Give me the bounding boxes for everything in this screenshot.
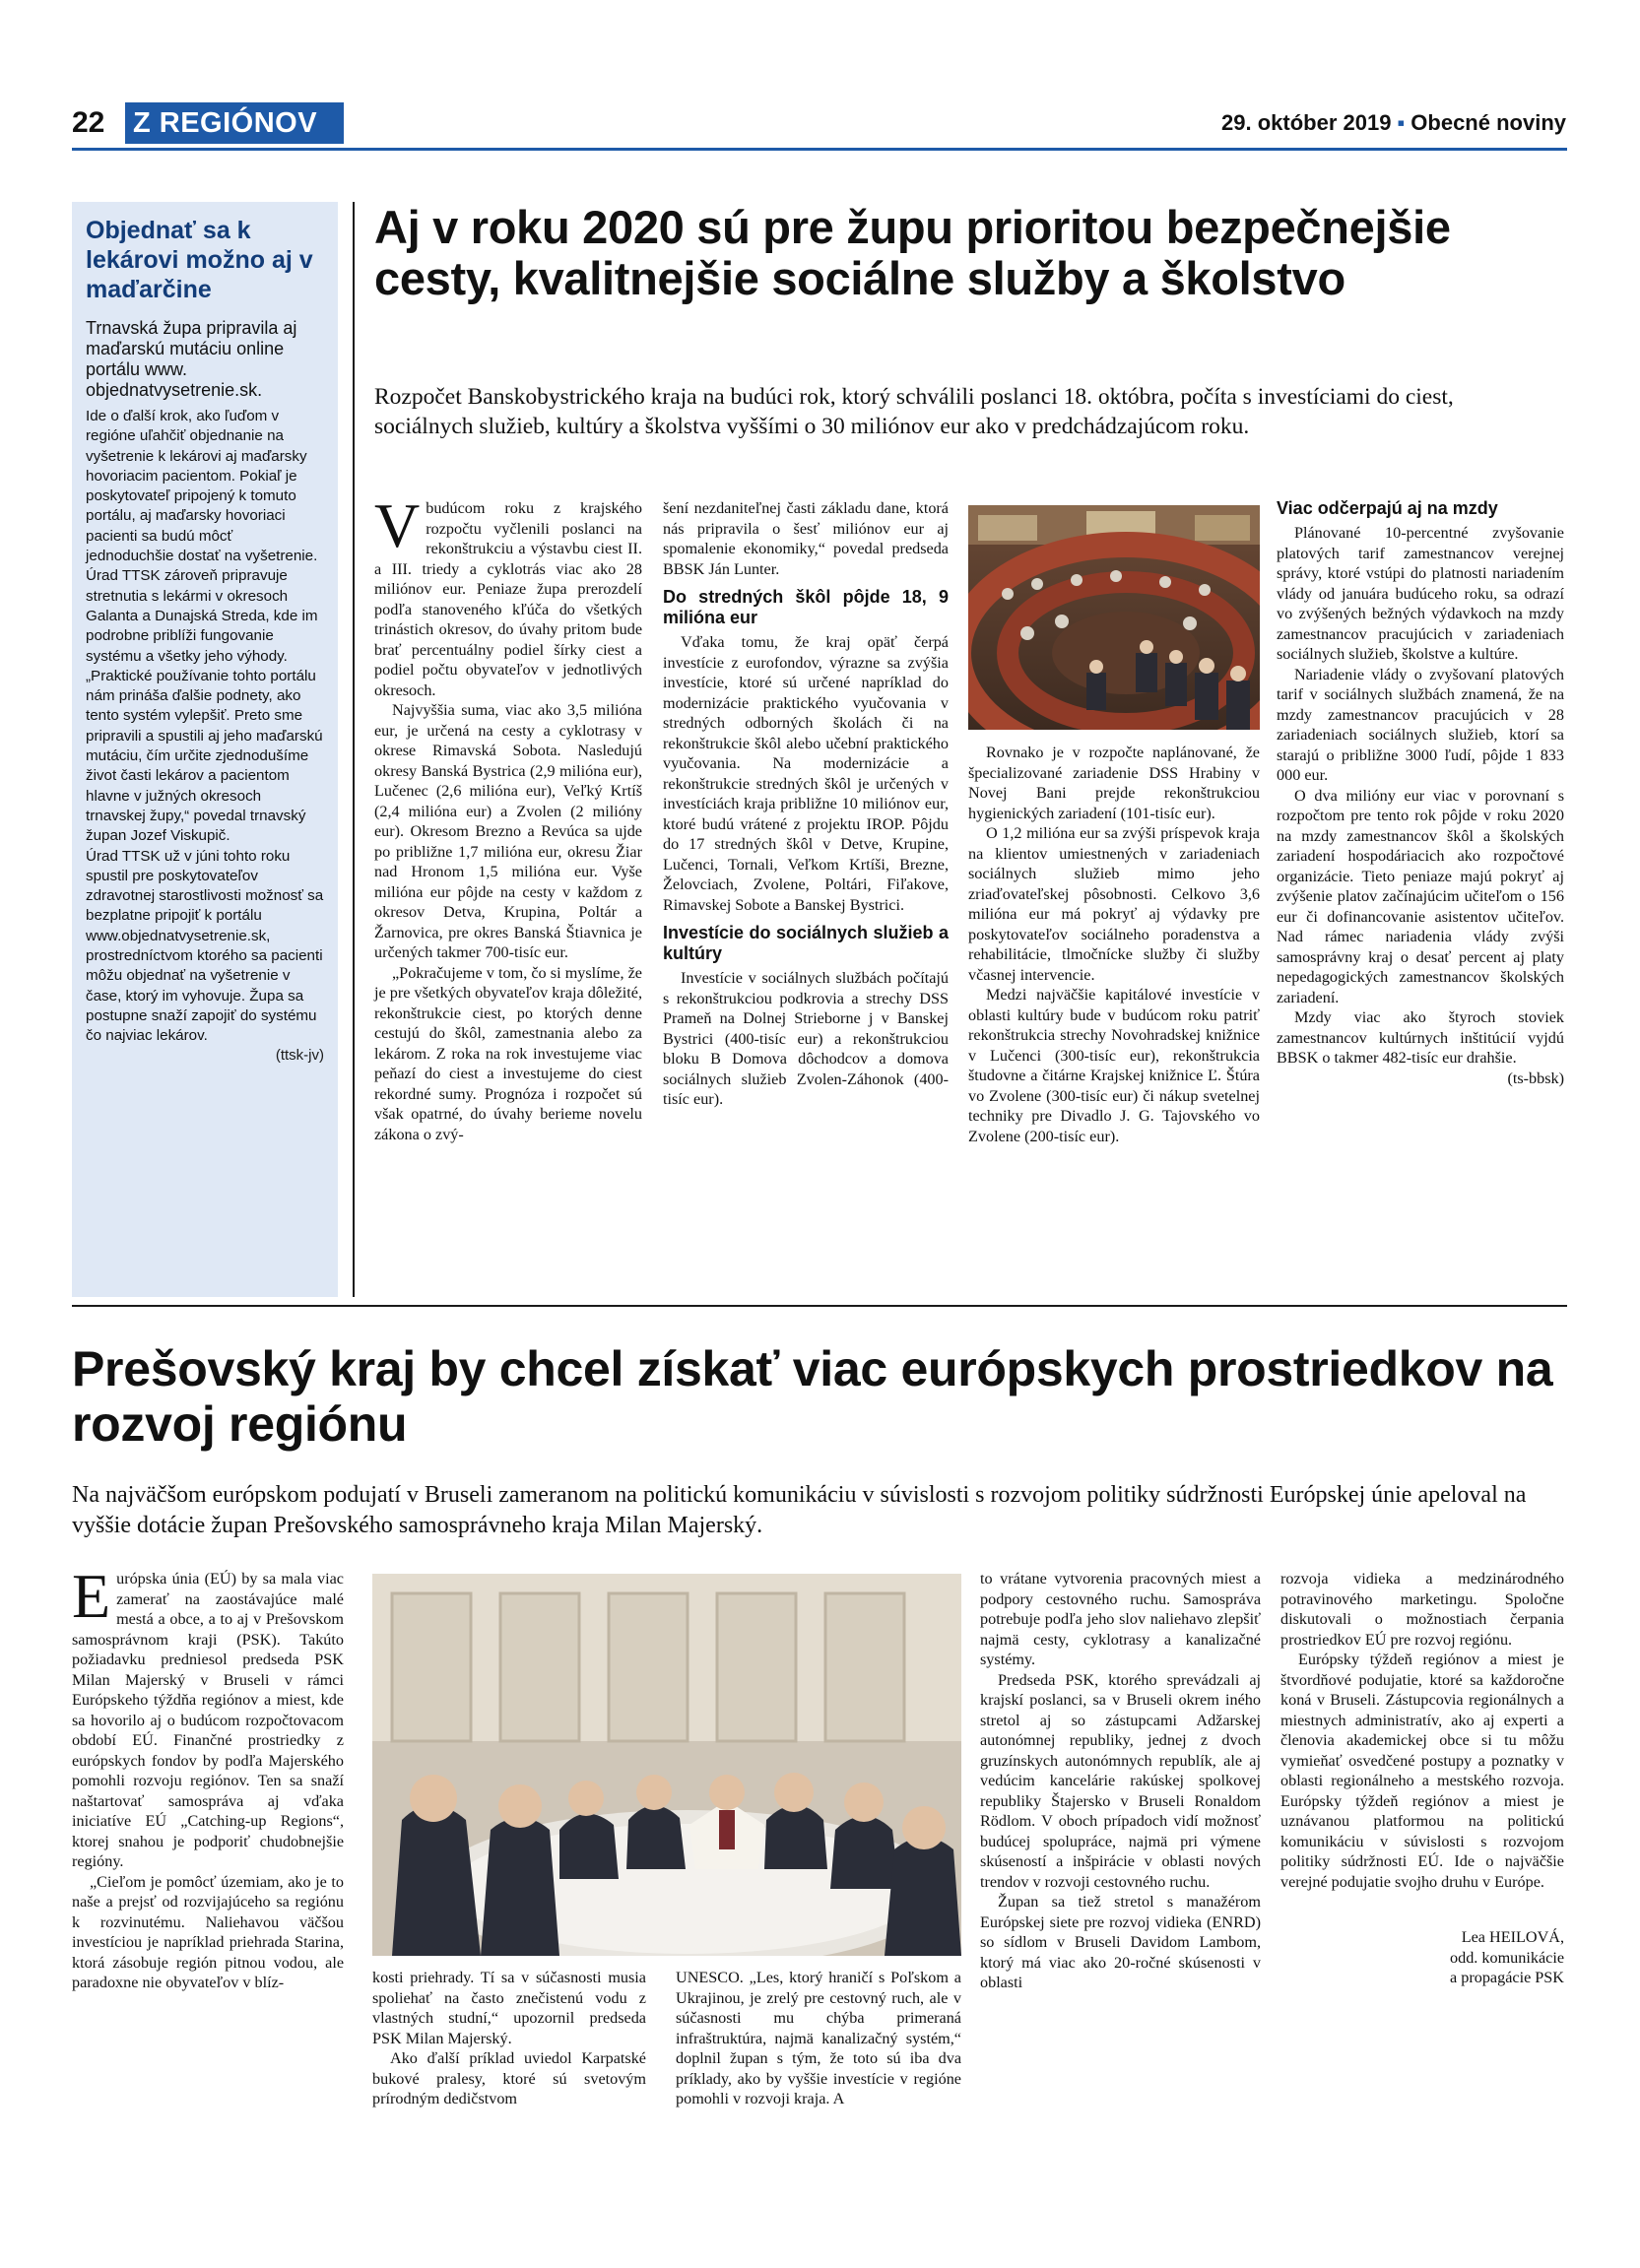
publication-name: Obecné noviny	[1410, 110, 1566, 135]
separator-dot: ▪	[1397, 110, 1406, 135]
author-name: Lea HEILOVÁ,	[1461, 1928, 1564, 1946]
article1-paragraph: O 1,2 milióna eur sa zvýši príspevok kraja na klientov umiestnených v zariadeniach sociálnych služieb mimo jeho zriaďovateľskej pôsobnosti. Celkovo 3,6 milióna eur má pokryť aj výdavky pre poskytovateľov sociálneho poradenstva a rehabilitácie, tlmočnícke služby či služby včasnej intervencie.	[968, 824, 1260, 984]
article2-column-5	[1280, 1569, 1564, 1988]
meeting-illustration	[372, 1574, 961, 1956]
article1-column-4	[1277, 498, 1564, 1088]
article2-paragraph: „Cieľom je pomôcť územiam, ako je to naše a prejsť od rozvijajúceho sa regiónu k rozvinutému. Naliehavou väčšou investíciou je napríklad priehrada Starina, ktorá zásobuje región pitnou vodou, ale paradoxne nie obyvateľov v blíz-	[72, 1872, 344, 1991]
article1-paragraph: Nariadenie vlády o zvyšovaní platových tarif v sociálnych službách znamená, že na mzdy zamestnancov pracujúcich v 28 zariadeniach sociálnych služieb, ktorí sa starajú o približne 3000 ľudí, pôjde 1 833 000 eur.	[1277, 665, 1564, 784]
article2-column-3	[676, 1968, 961, 2109]
column-divider	[353, 202, 355, 1297]
sidebar-title: Objednať sa k lekárovi možno aj v maďarčine	[86, 217, 313, 303]
sidebar-paragraph: Úrad TTSK už v júni tohto roku spustil pre poskytovateľov zdravotnej starostlivosti možnosť sa bezplatne pripojiť k portálu www.objednatvysetrenie.sk, prostredníctvom ktorého sa pacienti môžu objednať na vyšetrenie v čase, ktorý im vyhovuje. Župa sa postupne snaží zapojiť do systému čo najviac lekárov.	[86, 847, 324, 1045]
author-role: a propagácie PSK	[1450, 1969, 1564, 1986]
section-label: Z REGIÓNOV	[125, 102, 344, 144]
subheading: Do stredných škôl pôjde 18, 9 milióna eur	[663, 587, 949, 627]
article1-headline: Aj v roku 2020 sú pre župu prioritou bezpečnejšie cesty, kvalitnejšie sociálne služby a školstvo	[374, 201, 1451, 304]
subheading: Investície do sociálnych služieb a kultúry	[663, 923, 949, 963]
article1-paragraph: Investície v sociálnych službách počítajú s rekonštrukciou podkrovia a strechy DSS Prameň na Dolnej Strieborne j v Banskej Bystrici (400-tisíc eur) a rekonštrukciou bloku B Domova dôchodcov a domova sociálnych služieb Zvolen-Záhonok (400-tisíc eur).	[663, 969, 949, 1108]
article2-column-1	[72, 1561, 344, 1993]
top-rule	[72, 148, 1567, 151]
article2-paragraph: rozvoja vidieka a medzinárodného potravinového marketingu. Spoločne diskutovali o možnostiach čerpania prostriedkov EÚ pre rozvoj regiónu.	[1280, 1570, 1564, 1649]
sidebar-signature: (ttsk-jv)	[275, 1046, 324, 1064]
article2-signature	[1280, 1927, 1564, 1988]
article1-column-1	[374, 490, 642, 1144]
article2-lead: Na najväčšom európskom podujatí v Bruseli zameranom na politickú komunikáciu v súvislosti s rozvojom politiky súdržnosti Európskej únie apeloval na vyššie dotácie župan Prešovského samosprávneho kraja Milan Majerský.	[72, 1482, 1527, 1538]
article-divider	[72, 1305, 1567, 1307]
article1-column-3	[968, 743, 1260, 1146]
article1-lead: Rozpočet Banskobystrického kraja na budúci rok, ktorý schválili poslanci 18. októbra, počíta s investíciami do ciest, sociálnych služieb, kultúry a školstva vyššími o 30 miliónov eur ako v predchádzajúcom roku.	[374, 384, 1454, 439]
article1-paragraph: „Pokračujeme v tom, čo si myslíme, že je pre všetkých obyvateľov kraja dôležité, rekonštrukcie ciest, po ktorých denne cestujú do škôl, zamestnania alebo za lekárom. Z roka na rok investujeme viac peňazí do ciest a investujeme do ciest rekordné sumy. Prognóza i rozpočet sú však opatrné, do úvahy berieme novelu zákona o zvý-	[374, 963, 642, 1143]
article2-paragraph: to vrátane vytvorenia pracovných miest a podpory cestovného ruchu. Samospráva potrebuje podľa jeho slov naliehavo zlepšiť najmä cesty, cyklotrasy a kanalizačné systémy.	[980, 1570, 1261, 1668]
author-role: odd. komunikácie	[1450, 1948, 1564, 1967]
masthead-info	[1221, 110, 1566, 136]
drop-cap: E	[72, 1561, 111, 1631]
meeting-photo	[372, 1574, 961, 1956]
sidebar-box	[72, 202, 338, 1297]
article1-paragraph: Vďaka tomu, že kraj opäť čerpá investície z eurofondov, výrazne sa zvýšia investície, ktoré sú určené napríklad do modernizácie praktického vyučovania v stredných odborných školách či na rekonštrukcie škôl alebo učební praktického vyučovania. Na modernizácie a rekonštrukcie stredných škôl je určených v investíciách kraja približne 10 miliónov eur, ktoré budú vrátené z projektu IROP. Pôjdu do 17 stredných škôl v Detve, Krupine, Lučenci, Tornali, Veľkom Krtíši, Brezne, Želovciach, Zvolene, Poltári, Fiľakove, Rimavskej Sobote a Banskej Bystrici.	[663, 633, 949, 914]
article2-paragraph: UNESCO. „Les, ktorý hraničí s Poľskom a Ukrajinou, je zrelý pre cestovný ruch, ale v súčasnosti mu chýba primeraná infraštruktúra, najmä kanalizačný systém,“ doplnil župan s tým, že toto sú iba dva príklady, ako by vyššie investície v regióne pomohli v rozvoji kraja. A	[676, 1969, 961, 2107]
sidebar-paragraph: Ide o ďalší krok, ako ľuďom v regióne uľahčiť objednanie na vyšetrenie k lekárovi aj maďarsky hovoriacim pacientom. Pokiaľ je poskytovateľ pripojený k tomuto portálu, aj maďarsky hovoriaci pacienti sa budú môcť jednoduchšie dostať na vyšetrenie. Úrad TTSK zároveň pripravuje stretnutia s lekármi v okresoch Galanta a Dunajská Streda, kde im podrobne priblíži fungovanie systému a všetky jeho výhody.	[86, 408, 318, 665]
drop-cap: V	[374, 490, 421, 560]
assembly-photo	[968, 505, 1260, 730]
issue-date: 29. október 2019	[1221, 110, 1392, 135]
article1-paragraph: Mzdy viac ako štyroch stoviek zamestnancov kultúrnych inštitúcií vyjdú BBSK o takmer 482-tisíc eur drahšie.	[1277, 1008, 1564, 1067]
article1-paragraph: Najvyššia suma, viac ako 3,5 milióna eur, je určená na cesty a cyklotrasy v okrese Rimavská Sobota. Nasledujú okresy Banská Bystrica (2,9 milióna eur), Lučenec (2,6 milióna eur), Veľký Krtíš (2,4 milióna eur) a Zvolen (2 milióny eur). Okresom Brezno a Revúca sa ujde po približne 1,7 milióna eur, okresu Žiar nad Hronom 1,5 milióna eur. Vyše milióna eur pôjde na cesty v každom z okresov Detva, Krupina, Poltár a Žarnovica, pre okres Banská Štiavnica je určených takmer 700-tisíc eur.	[374, 701, 642, 961]
article2-paragraph: Európska únia (EÚ) by sa mala viac zamerať na zaostávajúce malé mestá a obce, a to aj v Prešovskom samosprávnom kraji (PSK). Takúto požiadavku predniesol predseda PSK Milan Majerský v Bruseli v rámci Európskeho týždňa regiónov a miest, kde sa hovorilo aj o budúcom rozpočtovacom období EÚ. Finančné prostriedky z európskych fondov by podľa Majerského pomohli rozvoju regiónov. Ten sa snaží naštartovať samospráva aj vďaka iniciatíve EÚ „Catching-up Regions“, ktorej snahou je podporiť chudobnejšie regióny.	[72, 1561, 344, 1870]
article1-paragraph: šení nezdaniteľnej časti základu dane, ktorá nás pripravila o šesť miliónov eur aj spomalenie ekonomiky,“ povedal predseda BBSK Ján Lunter.	[663, 499, 949, 578]
subheading: Viac odčerpajú aj na mzdy	[1277, 498, 1498, 518]
article2-column-4	[980, 1569, 1261, 1993]
sidebar-paragraph: „Praktické používanie tohto portálu nám prináša ďalšie podnety, ako tento systém vylepšiť. Preto sme pripravili a spustili aj jeho maďarskú mutáciu, čím určite zjednodušíme život časti lekárov a pacientom hlavne v južných okresoch trnavskej župy,“ povedal trnavský župan Jozef Viskupič.	[86, 667, 323, 845]
article2-paragraph: Predseda PSK, ktorého sprevádzali aj krajskí poslanci, sa v Bruseli okrem iného stretol aj so zástupcami Adžarskej autonómnej republiky, jednej z dvoch gruzínskych autonómnych republík, ale aj vedúcim kancelárie rakúskej spolkovej republiky Štajersko v Bruseli Ronaldom Rödlom. V oboch prípadoch vidí možnosť budúcej spolupráce, najmä pri výmene skúseností a inšpirácie v oblasti nových trendov v rozvoji cestovného ruchu.	[980, 1670, 1261, 1891]
article2-paragraph: Župan sa tiež stretol s manažérom Európskej siete pre rozvoj vidieka (ENRD) so sídlom v Bruseli Davidom Lambom, ktorý má viac ako 20-ročné skúsenosti v oblasti	[980, 1893, 1261, 1991]
article1-paragraph: Vbudúcom roku z krajského rozpočtu vyčlenili poslanci na rekonštrukciu a výstavbu ciest II. a III. triedy a cyklotrás viac ako 28 miliónov eur. Peniaze župa prerozdelí podľa stanoveného kľúča do všetkých trinástich okresov, do úvahy pritom bude brať percentuálny podiel šírky ciest a podiel počtu obyvateľov v jednotlivých okresoch.	[374, 490, 642, 699]
article1-paragraph: O dva milióny eur viac v porovnaní s rozpočtom pre tento rok pôjde v roku 2020 na mzdy zamestnancov škôl a školských zariadení hospodáriacich ako rozpočtové organizácie. Tieto peniaze majú pokryť aj zvýšenie platov začínajúcim učiteľom o 156 eur či dofinancovanie asistentov učiteľov. Nad rámec nariadenia vlády zvýši samosprávny kraj o desať percent aj platy nepedagogických zamestnancov školských zariadení.	[1277, 786, 1564, 1006]
article2-headline: Prešovský kraj by chcel získať viac európskych prostriedkov na rozvoj regiónu	[72, 1341, 1553, 1452]
article1-paragraph: Medzi najväčšie kapitálové investície v oblasti kultúry bude v budúcom roku patriť rekonštrukcia strechy Novohradskej knižnice v Lučenci (300-tisíc eur), rekonštrukcia študovne a čitárne Krajskej knižnice Ľ. Štúra vo Zvolene (300-tisíc eur) či nákup svetelnej techniky pre Divadlo J. G. Tajovského vo Zvolene (200-tisíc eur).	[968, 986, 1260, 1145]
assembly-illustration	[968, 505, 1260, 730]
article1-signature: (ts-bbsk)	[1507, 1069, 1564, 1087]
article2-paragraph: Ako ďalší príklad uviedol Karpatské bukové pralesy, ktoré sú svetovým prírodným dedičstvom	[372, 2049, 646, 2107]
sidebar-lead: Trnavská župa pripravila aj maďarskú mutáciu online portálu www. objednatvysetrenie.sk.	[86, 318, 297, 400]
page-number: 22	[72, 106, 105, 139]
article2-paragraph: kosti priehrady. Tí sa v súčasnosti musia spoliehať na často znečistenú vodu z vlastných studní,“ upozornil predseda PSK Milan Majerský.	[372, 1969, 646, 2047]
article2-column-2	[372, 1968, 646, 2109]
article1-column-2	[663, 498, 949, 1110]
article1-paragraph: Plánované 10-percentné zvyšovanie platových tarif zamestnancov verejnej správy, ktoré vstúpi do platnosti nariadením vlády od januára budúceho roku, sa odrazí vo zvýšených bežných výdavkoch na mzdy zamestnancov pracujúcich v zariadeniach sociálnych služieb, školstve a kultúre.	[1277, 524, 1564, 663]
article1-paragraph: Rovnako je v rozpočte naplánované, že špecializované zariadenie DSS Hrabiny v Novej Bani prejde rekonštrukciou hygienických zariadení (101-tisíc eur).	[968, 744, 1260, 822]
article2-paragraph: Európsky týždeň regiónov a miest je štvordňové podujatie, ktoré sa každoročne koná v Bruseli. Zástupcovia regionálnych a miestnych administratív, ako aj experti a členovia akademickej obce si tu môžu vymieňať osvedčené postupy a poznatky v oblasti regionálneho a mestského rozvoja. Európsky týždeň regiónov a miest je uznávanou platformou na politickú komunikáciu v súvislosti s rozvojom politiky súdržnosti EÚ. Ide o najväčšie verejné podujatie svojho druhu v Európe.	[1280, 1651, 1564, 1891]
